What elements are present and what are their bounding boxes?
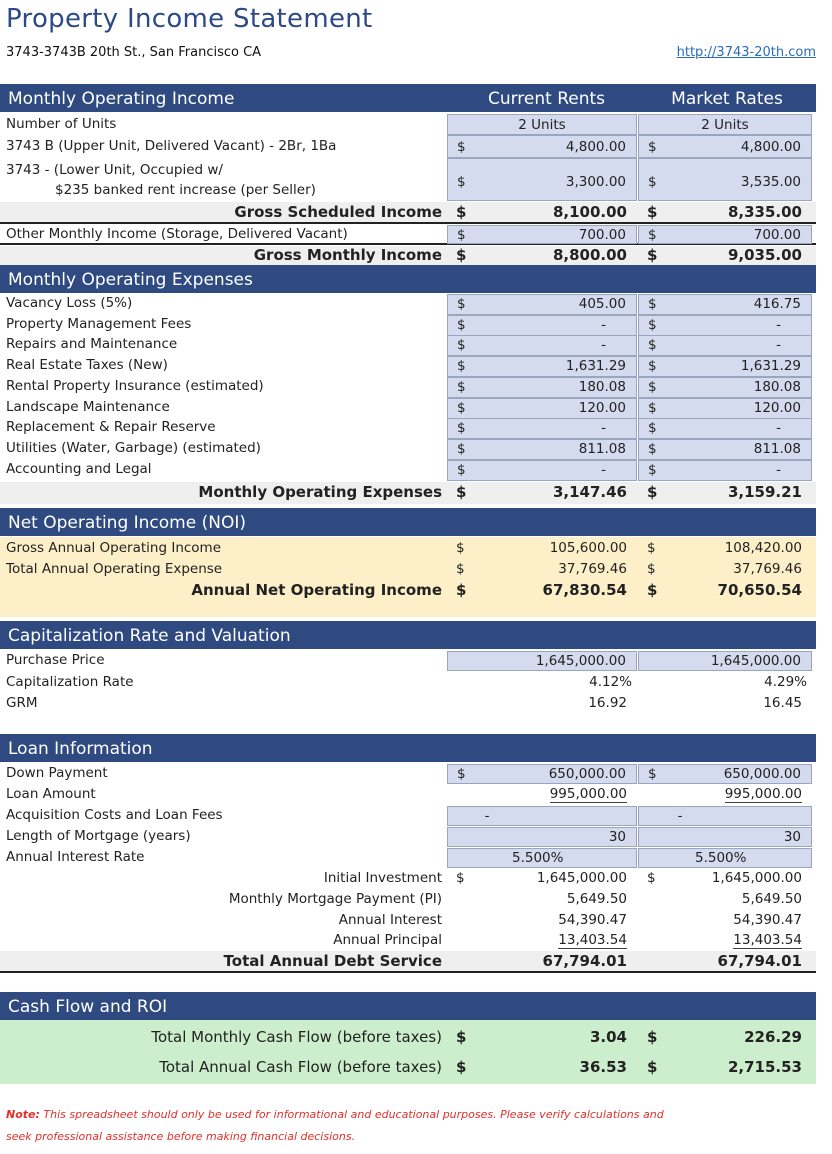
expense-market-input[interactable]: $ 120.00 xyxy=(638,398,812,419)
gsi-market: 8,335.00 xyxy=(727,203,802,221)
grm-market: 16.45 xyxy=(763,695,802,711)
rate-current-input[interactable]: 5.500% xyxy=(447,848,637,868)
expense-market-input[interactable]: $ - xyxy=(638,335,812,356)
table-row xyxy=(0,764,816,784)
row-label: Accounting and Legal xyxy=(6,461,152,477)
table-row xyxy=(0,651,816,671)
pmt-current: 5,649.50 xyxy=(566,891,627,907)
page-title: Property Income Statement xyxy=(6,4,373,34)
expense-row xyxy=(0,439,816,459)
row-label: Gross Annual Operating Income xyxy=(6,540,222,556)
section-title: Capitalization Rate and Valuation xyxy=(8,626,291,646)
expense-current-input[interactable]: $ 120.00 xyxy=(447,398,637,419)
expense-current-input[interactable]: $ 1,631.29 xyxy=(447,356,637,377)
annual-cashflow-row: Total Annual Cash Flow (before taxes) $ 36.53 $ 2,715.53 xyxy=(159,1058,802,1076)
expense-current-input[interactable]: $ - xyxy=(447,315,637,336)
row-label: GRM xyxy=(6,695,38,711)
row-label: Acquisition Costs and Loan Fees xyxy=(6,807,223,823)
loan-amount-current: 995,000.00 xyxy=(549,786,627,802)
expense-current-input[interactable]: $ 405.00 xyxy=(447,294,637,315)
expenses-total-current: 3,147.46 xyxy=(552,483,627,501)
gaoi-current: 105,600.00 xyxy=(549,540,627,556)
expense-current-input[interactable]: $ - xyxy=(447,335,637,356)
rate-market-input[interactable]: 5.500% xyxy=(638,848,812,868)
expense-row xyxy=(0,460,816,480)
expenses-total-market: 3,159.21 xyxy=(727,483,802,501)
other-current-input[interactable]: $ 700.00 xyxy=(447,225,637,244)
row-label: Capitalization Rate xyxy=(6,674,134,690)
unit-a-market-input[interactable]: $ 3,535.00 xyxy=(638,158,812,201)
gross-monthly-income-row: Gross Monthly Income $ 8,800.00 $ 9,035.00 xyxy=(0,246,816,266)
price-current-input[interactable]: 1,645,000.00 xyxy=(447,651,637,671)
row-label: Property Management Fees xyxy=(6,316,192,332)
section-header-loan xyxy=(0,734,816,762)
table-row xyxy=(0,806,816,826)
gmi-current: 8,800.00 xyxy=(552,246,627,264)
unit-b-market-input[interactable]: $ 4,800.00 xyxy=(638,135,812,158)
section-header-expenses xyxy=(0,265,816,293)
gaoi-market: 108,420.00 xyxy=(724,540,802,556)
table-row xyxy=(0,114,816,134)
property-address: 3743-3743B 20th St., San Francisco CA xyxy=(6,45,262,60)
row-label: Landscape Maintenance xyxy=(6,399,170,415)
row-label: Gross Scheduled Income xyxy=(234,203,442,221)
row-label: Repairs and Maintenance xyxy=(6,336,178,352)
cap-rate-current: 4.12% xyxy=(589,674,632,690)
length-current-input[interactable]: 30 xyxy=(447,827,637,847)
row-label: Total Annual Cash Flow (before taxes) xyxy=(159,1058,442,1076)
section-title: Cash Flow and ROI xyxy=(8,997,168,1017)
note-text: This spreadsheet should only be used for informational and educational purposes. Please verify calculations and seek professional assistance before making financial decisions. xyxy=(6,1108,664,1143)
row-label: Length of Mortgage (years) xyxy=(6,828,191,844)
interest-market: 54,390.47 xyxy=(733,912,802,928)
table-row xyxy=(0,673,816,693)
disclaimer-note xyxy=(6,1104,666,1148)
expense-row xyxy=(0,294,816,314)
other-market-input[interactable]: $ 700.00 xyxy=(638,225,812,244)
tads-current: 67,794.01 xyxy=(542,952,627,970)
acq-market-input[interactable]: - xyxy=(638,806,812,826)
col-header-current: Current Rents xyxy=(487,89,606,109)
expense-current-input[interactable]: $ - xyxy=(447,418,637,439)
init-current: 1,645,000.00 xyxy=(536,870,627,886)
table-row xyxy=(0,785,816,805)
section-title: Monthly Operating Income xyxy=(8,89,235,109)
cap-rate-market: 4.29% xyxy=(764,674,807,690)
anoi-current: 67,830.54 xyxy=(542,581,627,599)
section-title: Loan Information xyxy=(8,739,153,759)
row-label: Utilities (Water, Garbage) (estimated) xyxy=(6,440,261,456)
principal-market: 13,403.54 xyxy=(733,932,802,948)
expense-current-input[interactable]: $ 180.08 xyxy=(447,377,637,398)
table-row xyxy=(0,225,816,245)
unit-a-current-input[interactable]: $ 3,300.00 xyxy=(447,158,637,201)
row-label: Real Estate Taxes (New) xyxy=(6,357,168,373)
row-label: 3743 B (Upper Unit, Delivered Vacant) - 2Br, 1Ba xyxy=(6,138,337,154)
length-market-input[interactable]: 30 xyxy=(638,827,812,847)
anoi-market: 70,650.54 xyxy=(717,581,802,599)
section-header-noi xyxy=(0,508,816,536)
interest-current: 54,390.47 xyxy=(558,912,627,928)
expense-market-input[interactable]: $ - xyxy=(638,315,812,336)
loan-amount-market: 995,000.00 xyxy=(724,786,802,802)
expense-row xyxy=(0,398,816,418)
expense-market-input[interactable]: $ - xyxy=(638,418,812,439)
grm-current: 16.92 xyxy=(588,695,627,711)
tads-market: 67,794.01 xyxy=(717,952,802,970)
annual-cashflow-current: 36.53 xyxy=(579,1058,627,1076)
row-label: Total Monthly Cash Flow (before taxes) xyxy=(151,1028,442,1046)
row-label: Number of Units xyxy=(6,116,117,132)
row-label: Monthly Mortgage Payment (PI) xyxy=(228,891,442,907)
annual-cashflow-market: 2,715.53 xyxy=(727,1058,802,1076)
row-label: 3743 - (Lower Unit, Occupied w/ xyxy=(6,162,223,178)
expense-current-input[interactable]: $ - xyxy=(447,460,637,481)
monthly-cashflow-current: 3.04 xyxy=(589,1028,627,1046)
section-title: Net Operating Income (NOI) xyxy=(8,513,246,533)
row-label: Vacancy Loss (5%) xyxy=(6,295,133,311)
annual-noi-row: Annual Net Operating Income $ 67,830.54 $ 70,650.54 xyxy=(191,581,802,599)
row-label: Total Annual Debt Service xyxy=(223,952,442,970)
expense-market-input[interactable]: $ - xyxy=(638,460,812,481)
expense-row xyxy=(0,335,816,355)
pmt-market: 5,649.50 xyxy=(741,891,802,907)
row-label: Annual Interest Rate xyxy=(6,849,145,865)
expense-market-input[interactable]: $ 180.08 xyxy=(638,377,812,398)
table-row: Total Annual Operating Expense $ 37,769.46 $ 37,769.46 xyxy=(6,561,802,577)
note-lead: Note: xyxy=(6,1108,40,1121)
table-row xyxy=(0,911,816,931)
total-debt-service-row xyxy=(0,951,816,973)
expense-row xyxy=(0,356,816,376)
row-label: Replacement & Repair Reserve xyxy=(6,419,216,435)
gmi-market: 9,035.00 xyxy=(727,246,802,264)
table-row xyxy=(0,931,816,951)
section-header-income xyxy=(0,84,816,112)
units-market-input[interactable]: 2 Units xyxy=(638,114,812,135)
expense-row xyxy=(0,315,816,335)
gross-scheduled-income-row: Gross Scheduled Income $ 8,100.00 $ 8,335.00 xyxy=(0,202,816,224)
table-row xyxy=(0,135,816,157)
row-label: Purchase Price xyxy=(6,652,105,668)
table-row xyxy=(0,158,816,200)
row-label: Other Monthly Income (Storage, Delivered Vacant) xyxy=(6,226,348,242)
monthly-cashflow-row: Total Monthly Cash Flow (before taxes) $ 3.04 $ 226.29 xyxy=(151,1028,802,1046)
website-link[interactable]: http://3743-20th.com xyxy=(676,45,816,60)
expense-market-input[interactable]: $ 416.75 xyxy=(638,294,812,315)
taoe-market: 37,769.46 xyxy=(733,561,802,577)
row-label: Annual Net Operating Income xyxy=(191,581,442,599)
down-current-input[interactable]: $ 650,000.00 xyxy=(447,764,637,784)
unit-b-current-input[interactable]: $ 4,800.00 xyxy=(447,135,637,158)
section-header-cap-rate xyxy=(0,621,816,649)
expense-row xyxy=(0,377,816,397)
table-row xyxy=(0,848,816,868)
row-label: Total Annual Operating Expense xyxy=(6,561,223,577)
row-label: Initial Investment xyxy=(323,870,442,886)
row-label: Monthly Operating Expenses xyxy=(198,483,442,501)
expense-row xyxy=(0,418,816,438)
principal-current: 13,403.54 xyxy=(558,932,627,948)
row-label: Loan Amount xyxy=(6,786,96,802)
row-label: Down Payment xyxy=(6,765,108,781)
section-header-cashflow xyxy=(0,992,816,1020)
gsi-current: 8,100.00 xyxy=(552,203,627,221)
monthly-cashflow-market: 226.29 xyxy=(744,1028,802,1046)
section-title: Monthly Operating Expenses xyxy=(8,270,253,290)
col-header-market: Market Rates xyxy=(671,89,783,109)
row-label: Annual Interest xyxy=(338,912,442,928)
down-market-input[interactable]: $ 650,000.00 xyxy=(638,764,812,784)
expense-market-input[interactable]: $ 1,631.29 xyxy=(638,356,812,377)
table-row: Gross Annual Operating Income $ 105,600.00 $ 108,420.00 xyxy=(6,540,802,556)
init-market: 1,645,000.00 xyxy=(711,870,802,886)
row-label-cont: $235 banked rent increase (per Seller) xyxy=(55,182,316,198)
row-label: Gross Monthly Income xyxy=(253,246,442,264)
row-label: Rental Property Insurance (estimated) xyxy=(6,378,264,394)
acq-current-input[interactable]: - xyxy=(447,806,637,826)
row-label: Annual Principal xyxy=(333,932,442,948)
monthly-expenses-total-row: Monthly Operating Expenses $ 3,147.46 $ 3,159.21 xyxy=(0,482,816,504)
table-row: Initial Investment $ 1,645,000.00 $ 1,645,000.00 xyxy=(323,870,802,886)
price-market-input[interactable]: 1,645,000.00 xyxy=(638,651,812,671)
table-row xyxy=(0,694,816,714)
expense-current-input[interactable]: $ 811.08 xyxy=(447,439,637,460)
table-row xyxy=(0,827,816,847)
units-current-input[interactable]: 2 Units xyxy=(447,114,637,135)
taoe-current: 37,769.46 xyxy=(558,561,627,577)
expense-market-input[interactable]: $ 811.08 xyxy=(638,439,812,460)
table-row xyxy=(0,890,816,910)
